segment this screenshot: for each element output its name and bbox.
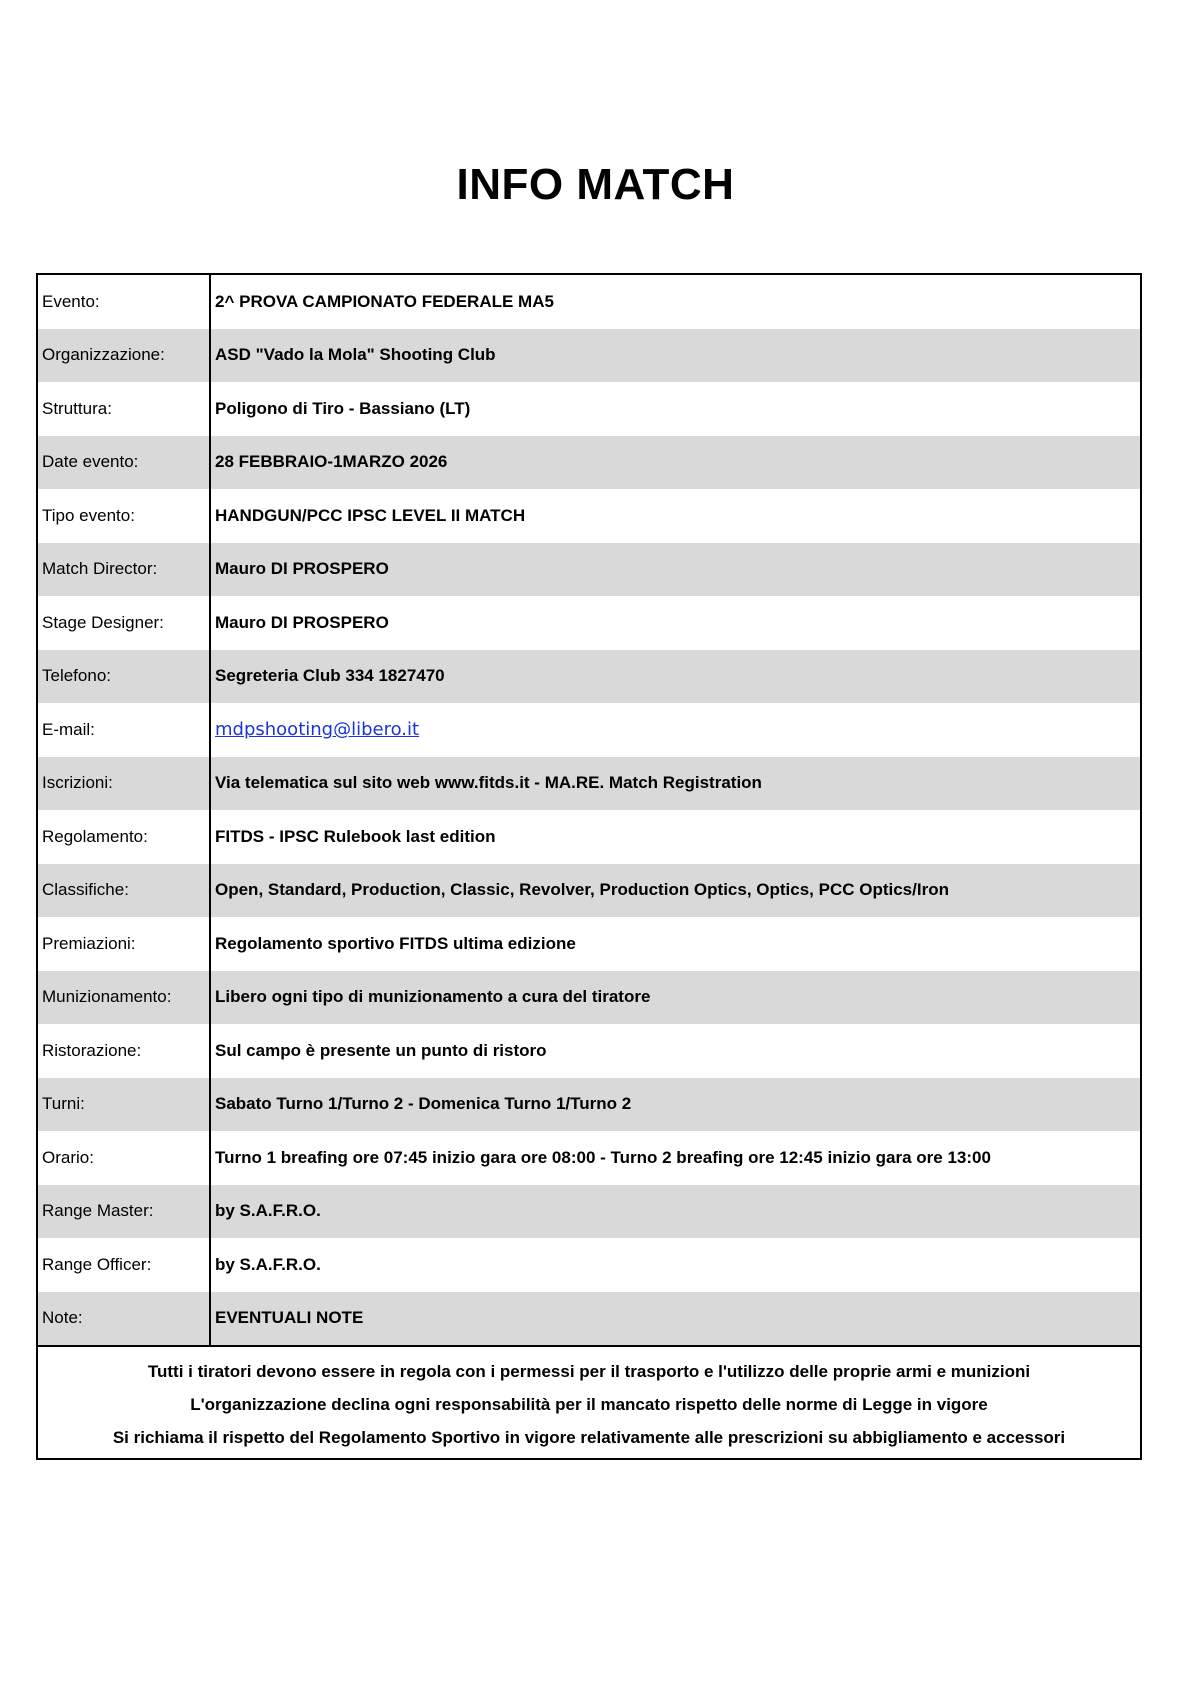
row-range-officer: [38, 1238, 1140, 1292]
row-orario: [38, 1131, 1140, 1185]
note-line: Si richiama il rispetto del Regolamento Sportivo in vigore relativamente alle prescrizioni su abbigliamento e accessori: [112, 1428, 1066, 1447]
row-label: Date evento:: [38, 436, 211, 490]
row-label: Tipo evento:: [38, 489, 211, 543]
row-value: Segreteria Club 334 1827470: [215, 666, 445, 686]
row-value: Mauro DI PROSPERO: [215, 559, 389, 579]
row-value: Regolamento sportivo FITDS ultima edizione: [215, 933, 576, 953]
row-stage-designer: [38, 596, 1140, 650]
row-label: Munizionamento:: [38, 971, 211, 1025]
row-value: Mauro DI PROSPERO: [215, 612, 389, 632]
row-label: Range Master:: [38, 1185, 211, 1239]
row-label: Note:: [38, 1292, 211, 1346]
row-label: Ristorazione:: [38, 1024, 211, 1078]
row-value: Sabato Turno 1/Turno 2 - Domenica Turno 1/Turno 2: [215, 1094, 632, 1114]
row-match-director: [38, 543, 1140, 597]
row-value: ASD "Vado la Mola" Shooting Club: [215, 345, 496, 365]
note-line: Tutti i tiratori devono essere in regola con i permessi per il trasporto e l'utilizzo delle proprie armi e munizioni: [147, 1362, 1031, 1381]
row-label: Struttura:: [38, 382, 211, 436]
row-label: Classifiche:: [38, 864, 211, 918]
row-label: E-mail:: [38, 703, 211, 757]
row-value: 2^ PROVA CAMPIONATO FEDERALE MA5: [215, 291, 554, 311]
row-premiazioni: [38, 917, 1140, 971]
row-label: Telefono:: [38, 650, 211, 704]
disclaimer-notes: [38, 1345, 1140, 1458]
row-value: EVENTUALI NOTE: [215, 1308, 364, 1328]
row-label: Match Director:: [38, 543, 211, 597]
row-value: FITDS - IPSC Rulebook last edition: [215, 826, 496, 846]
row-value: 28 FEBBRAIO-1MARZO 2026: [215, 452, 448, 472]
row-classifiche: [38, 864, 1140, 918]
row-telefono: [38, 650, 1140, 704]
row-label: Turni:: [38, 1078, 211, 1132]
row-value: [211, 703, 1140, 757]
row-value: Poligono di Tiro - Bassiano (LT): [215, 398, 471, 418]
row-label: Range Officer:: [38, 1238, 211, 1292]
note-line: L'organizzazione declina ogni responsabilità per il mancato rispetto delle norme di Legge in vigore: [190, 1395, 988, 1414]
row-value: Via telematica sul sito web www.fitds.it - MA.RE. Match Registration: [215, 773, 762, 793]
email-link[interactable]: mdpshooting@libero.it: [215, 719, 420, 741]
row-value: Libero ogni tipo di munizionamento a cura del tiratore: [215, 987, 651, 1007]
row-munizionamento: [38, 971, 1140, 1025]
row-turni: [38, 1078, 1140, 1132]
row-note: [38, 1292, 1140, 1346]
row-value: by S.A.F.R.O.: [215, 1201, 321, 1221]
row-label: Regolamento:: [38, 810, 211, 864]
row-value: Open, Standard, Production, Classic, Revolver, Production Optics, Optics, PCC Optics/Iron: [215, 880, 949, 900]
row-tipo-evento: [38, 489, 1140, 543]
row-label: Orario:: [38, 1131, 211, 1185]
row-label: Organizzazione:: [38, 329, 211, 383]
row-evento: [38, 275, 1140, 329]
row-label: Stage Designer:: [38, 596, 211, 650]
row-value: by S.A.F.R.O.: [215, 1254, 321, 1274]
row-value: Turno 1 breafing ore 07:45 inizio gara ore 08:00 - Turno 2 breafing ore 12:45 inizio gara ore 13:00: [215, 1147, 991, 1167]
row-iscrizioni: [38, 757, 1140, 811]
row-range-master: [38, 1185, 1140, 1239]
row-struttura: [38, 382, 1140, 436]
page-title: INFO MATCH: [456, 160, 735, 209]
row-label: Iscrizioni:: [38, 757, 211, 811]
row-value: HANDGUN/PCC IPSC LEVEL II MATCH: [215, 505, 526, 525]
row-value: Sul campo è presente un punto di ristoro: [215, 1040, 547, 1060]
row-label: Evento:: [38, 275, 211, 329]
row-organizzazione: [38, 329, 1140, 383]
row-date-evento: [38, 436, 1140, 490]
info-table: [36, 273, 1142, 1460]
row-label: Premiazioni:: [38, 917, 211, 971]
row-regolamento: [38, 810, 1140, 864]
row-ristorazione: [38, 1024, 1140, 1078]
row-email: [38, 703, 1140, 757]
